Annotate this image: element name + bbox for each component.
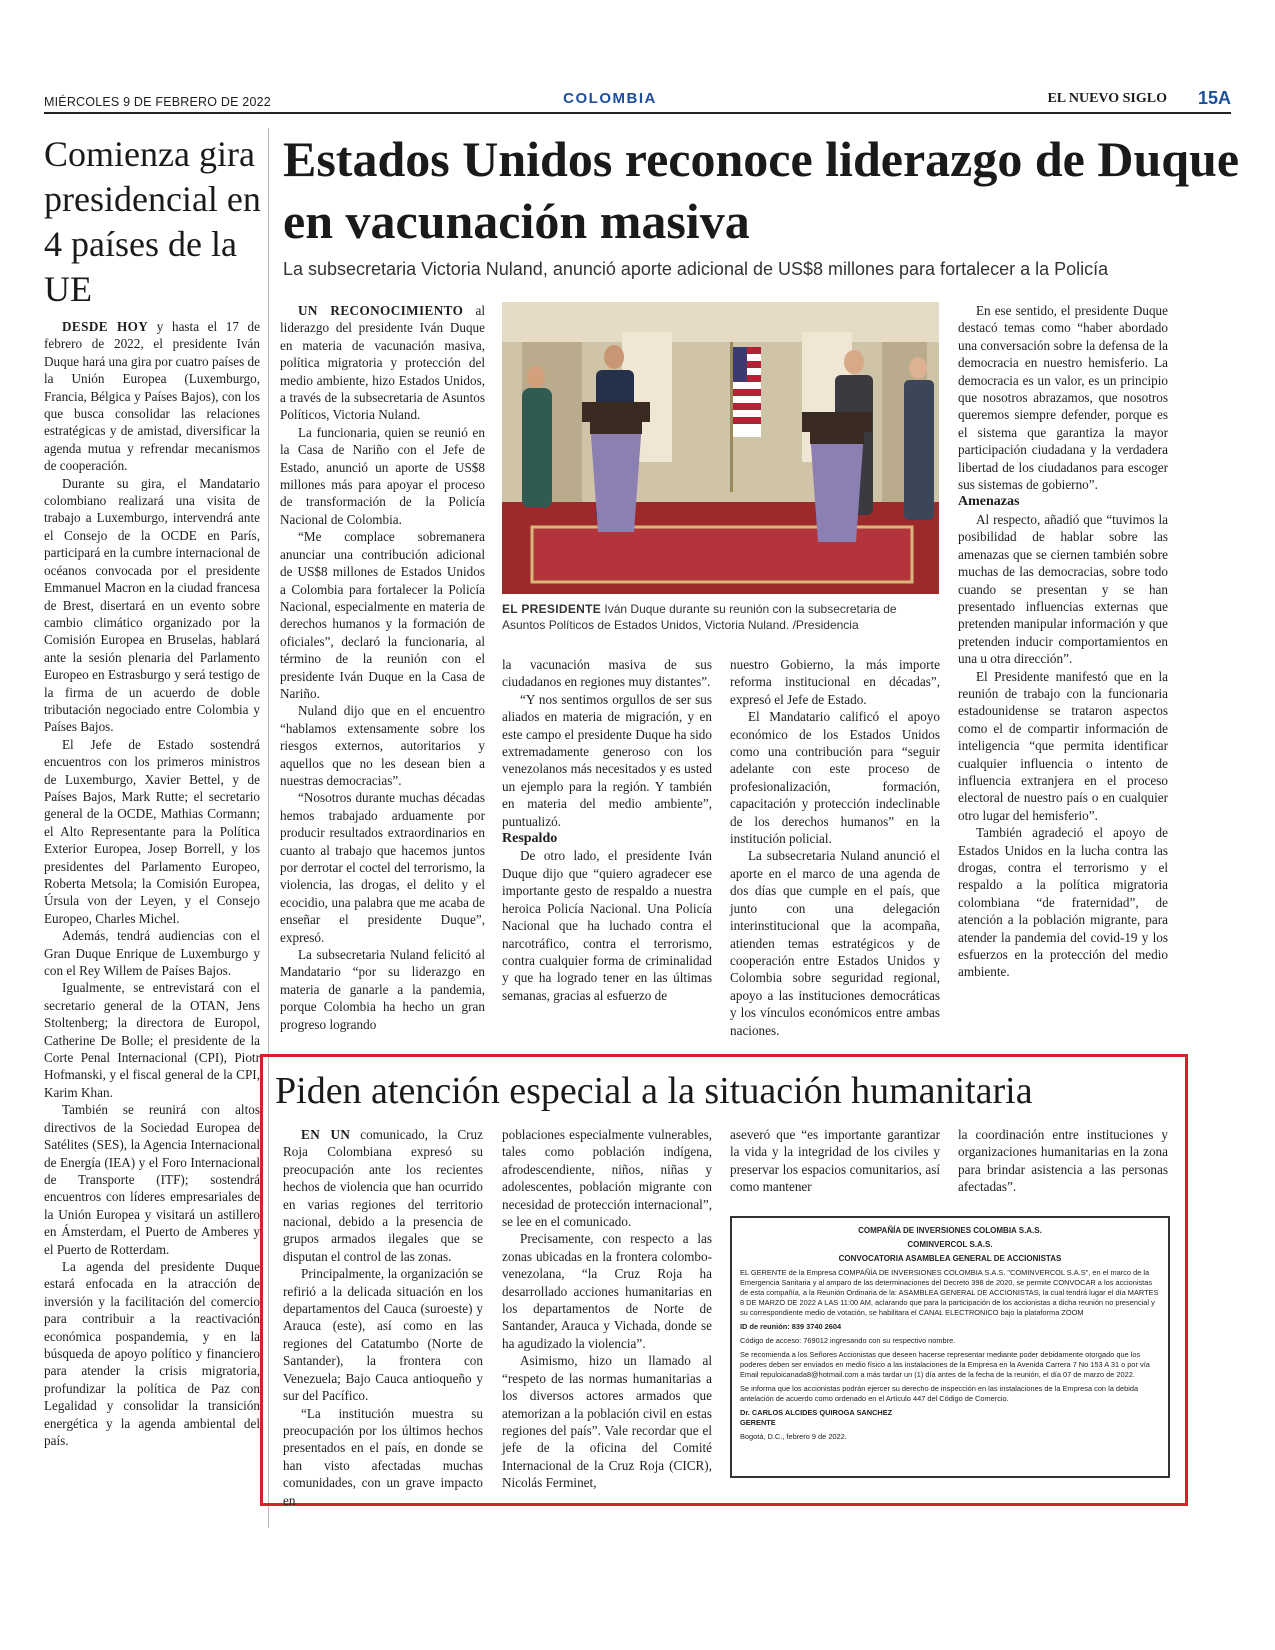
- newspaper-name: EL NUEVO SIGLO: [1047, 91, 1167, 106]
- main-story-column-2: [502, 656, 712, 1004]
- shareholder-meeting-notice: [730, 1216, 1170, 1478]
- paragraph: También se reunirá con altos directivos de la Sociedad Europea de Satélites (SES), la Agencia Internacional de Energía (IEA) y el Foro Internacional de Transporte (ITF); sostendrá encuentros con líderes empresariales de la Unión Europea y visitará un astillero en Ámsterdam, el Puerto de Amberes y el Puerto de Rotterdam.: [44, 1102, 260, 1257]
- notice-signer-title: GERENTE: [740, 1418, 776, 1427]
- press-conference-photo: [502, 302, 939, 594]
- paragraph: Además, tendrá audiencias con el Gran Duque Enrique de Luxemburgo y con el Rey Willem de Países Bajos.: [44, 928, 260, 979]
- paragraph: “Y nos sentimos orgullos de ser sus aliados en materia de migración, y en este campo el presidente Duque ha sido extremadamente generoso con los venezolanos más necesitados y es usted un ejemplo para la región. Y también en materia del medio ambiente”, puntualizó.: [502, 691, 712, 829]
- paragraph: La subsecretaria Nuland felicitó al Mandatario “por su liderazgo en materia de ganarle a la pandemia, porque Colombia ha hecho un gran progreso logrando: [280, 947, 485, 1032]
- main-headline: Estados Unidos reconoce liderazgo de Duque en vacunación masiva: [283, 131, 1240, 249]
- edition-date: MIÉRCOLES 9 DE FEBRERO DE 2022: [44, 95, 271, 109]
- paragraph: De otro lado, el presidente Iván Duque dijo que “quiero agradecer ese importante gesto de respaldo a nuestra heroica Policía Nacional. Una Policía Nacional que ha luchado contra el narcotráfico, contra el terrorismo, contra cualquier forma de criminalidad y que ha logrado tener en las últimas semanas, gracias al esfuerzo de: [502, 848, 712, 1003]
- section-name: COLOMBIA: [563, 90, 657, 107]
- notice-title: CONVOCATORIA ASAMBLEA GENERAL DE ACCIONISTAS: [838, 1254, 1062, 1263]
- boxed-story-column-3: [730, 1126, 940, 1196]
- boxed-story-headline: Piden atención especial a la situación humanitaria: [275, 1070, 1033, 1112]
- paragraph: Asimismo, hizo un llamado al “respeto de las normas humanitarias a los diversos actores armados que atemorizan a la población civil en estas regiones del país”. Vale recordar que el jefe de la oficina del Comité Internacional de la Cruz Roja (CICR), Nicolás Ferminet,: [502, 1353, 712, 1491]
- paragraph: El Jefe de Estado sostendrá encuentros con los primeros ministros de Luxemburgo, Xavier Bettel, y de Países Bajos, Mark Rutte; el secretario general de la OCDE, Mathias Cormann; el Alto Representante para la Política Exterior Europea, Josep Borrell, y los presidentes del Parlamento Europeo, Roberta Metsola; la Comisión Europea, Úrsula von der Leyen, y el Consejo Europeo, Charles Michel.: [44, 736, 260, 926]
- paragraph: Nuland dijo que en el encuentro “hablamos extensamente sobre los riesgos externos, autoritarios y aquellos que no les desean bien a nuestras democracias”.: [280, 703, 485, 788]
- paragraph: DESDE HOY y hasta el 17 de febrero de 2022, el presidente Iván Duque hará una gira por cuatro países de la Unión Europea (Luxemburgo, Francia, Bélgica y Países Bajos), con los que busca consolidar las relaciones estratégicas y de amistad, diversificar la agenda mutua y refrendar mecanismos de cooperación.: [44, 319, 260, 474]
- notice-signer: Dr. CARLOS ALCIDES QUIROGA SANCHEZ: [740, 1408, 893, 1417]
- paragraph: “Nosotros durante muchas décadas hemos trabajado arduamente por producir resultados extraordinarios en cuanto al trabajo que hacemos juntos por derrotar el coctel del terrorismo, la violencia, las drogas, el delito y el ecocidio, una palabra que me acaba de enseñar el presidente Duque”, expresó.: [280, 790, 485, 945]
- boxed-story-column-4: [958, 1126, 1168, 1196]
- main-story-column-4: [958, 302, 1168, 981]
- photo-caption: EL PRESIDENTE Iván Duque durante su reunión con la subsecretaria de Asuntos Políticos de Estados Unidos, Victoria Nuland. /Presidencia: [502, 602, 897, 632]
- lead-in: EN UN: [301, 1127, 351, 1142]
- paragraph: la vacunación masiva de sus ciudadanos en regiones muy distantes”.: [502, 657, 712, 690]
- paragraph: aseveró que “es importante garantizar la vida y la integridad de los civiles y preservar los espacios comunitarios, así como mantener: [730, 1127, 940, 1195]
- subhead-respaldo: Respaldo: [502, 831, 558, 847]
- boxed-story-column-2: [502, 1126, 712, 1492]
- paragraph: Igualmente, se entrevistará con el secretario general de la OTAN, Jens Stoltenberg; la directora de Europol, Catherine De Bolle; el presidente de la Corte Penal Internacional (CPI), Piotr Hofmanski, y el fiscal general de la CPI, Karim Khan.: [44, 980, 260, 1100]
- paragraph: nuestro Gobierno, la más importe reforma institucional en décadas”, expresó el Jefe de Estado.: [730, 657, 940, 707]
- notice-company-short: COMINVERCOL S.A.S.: [907, 1240, 993, 1249]
- subhead-amenazas: Amenazas: [958, 494, 1020, 510]
- paragraph: La funcionaria, quien se reunió en la Casa de Nariño con el Jefe de Estado, anunció un aporte de US$8 millones más para apoyar el proceso de transformación de la Policía Nacional de Colombia.: [280, 424, 485, 527]
- side-story-headline: Comienza gira presidencial en 4 países de la UE: [44, 134, 261, 309]
- main-story-column-1: [280, 302, 485, 1033]
- boxed-story-column-1: [283, 1126, 483, 1509]
- notice-body: EL GERENTE de la Empresa COMPAÑÍA DE INVERSIONES COLOMBIA S.A.S. "COMINVERCOL S.A.S", en el marco de la Emergencia Sanitaria y al amparo de las determinaciones del Decreto 398 de 2020, se permite CONVOCAR a los accionistas de esta compañía, a la Reunión Ordinaria de la: ASAMBLEA GENERAL DE ACCIONISTAS, la cual tendrá lugar el día MARTES 8 DE MARZO DE 2022 A LAS 11:00 AM, aclarando que para la participación de los accionistas a dicha reunión no presencial y su correspondiente medio de votación, se habilitara el CANAL ELECTRONICO bajo la plataforma ZOOM: [740, 1268, 1159, 1317]
- photo-illustration: [502, 302, 939, 594]
- lead-in: UN RECONOCIMIENTO: [298, 303, 464, 318]
- paragraph: “Me complace sobremanera anunciar una contribución adicional de US$8 millones de Estados Unidos a Colombia para fortalecer la Policía Nacional, especialmente en materia de derechos humanos y la formación de oficiales”, declaró la funcionaria, al término de la reunión con el presidente Iván Duque en la Casa de Nariño.: [280, 529, 485, 701]
- notice-access-code: Código de acceso: 769012 ingresando con su respectivo nombre.: [740, 1336, 956, 1345]
- notice-inspection-info: Se informa que los accionistas podrán ejercer su derecho de inspección en las instalaciones de la Empresa con la debida antelación de acuerdo como ordenado en el Artículo 447 del Código de Comercio.: [740, 1384, 1139, 1403]
- paragraph: La subsecretaria Nuland anunció el aporte en el marco de una agenda de dos días que cumple en el país, que junto con una delegación interinstitucional que la acompaña, atienden temas estratégicos y de cooperación entre Estados Unidos y Colombia sobre seguridad regional, apoyo a las instituciones democráticas y los vínculos económicos entre ambas naciones.: [730, 848, 940, 1038]
- caption-lead: EL PRESIDENTE: [502, 602, 602, 616]
- notice-company-name: COMPAÑÍA DE INVERSIONES COLOMBIA S.A.S.: [858, 1226, 1042, 1235]
- main-story-column-3: [730, 656, 940, 1039]
- paragraph: Precisamente, con respecto a las zonas ubicadas en la frontera colombo-venezolana, “la Cruz Roja ha desarrollado acciones humanitarias en los departamentos de Norte de Santander, Arauca y Vichada, donde se ha agudizado la violencia”.: [502, 1231, 712, 1351]
- main-deck: La subsecretaria Victoria Nuland, anunció aporte adicional de US$8 millones para fortalecer a la Policía: [283, 259, 1109, 279]
- header-rule: [44, 112, 1231, 114]
- paragraph: la coordinación entre instituciones y organizaciones humanitarias en la zona para brindar asistencia a las personas afectadas”.: [958, 1127, 1168, 1195]
- paragraph: El Mandatario calificó el apoyo económico de los Estados Unidos como una contribución para “seguir adelante con este proceso de profesionalización, formación, capacitación y protección indeclinable de los derechos humanos” en la institución policial.: [730, 709, 940, 847]
- notice-proxy-info: Se recomienda a los Señores Accionistas que deseen hacerse representar mediante poder debidamente otorgado que los poderes deben ser enviados en medio físico a las instalaciones de la Empresa en la Avenida Carrera 7 No 153 A 31 o por vía Email repuloicanada8@hotmail.com a más tardar un (1) día antes de la fecha de la reunión, el día 07 de marzo de 2022.: [740, 1350, 1150, 1379]
- paragraph: UN RECONOCIMIENTO al liderazgo del presidente Iván Duque en materia de vacunación masiva, política migratoria y protección del medio ambiente, hizo Estados Unidos, a través de la subsecretaria de Asuntos Políticos, Victoria Nuland.: [280, 303, 485, 423]
- paragraph: “La institución muestra su preocupación por los últimos hechos presentados en el país, en donde se han visto afectadas muchas comunidades, con un grave impacto en: [283, 1405, 483, 1508]
- paragraph: Principalmente, la organización se refirió a la delicada situación en los departamentos del Cauca (suroeste) y Arauca (este), así como en las regiones del Catatumbo (Norte de Santander), la frontera con Venezuela; Bajo Cauca antioqueño y sur del Pacífico.: [283, 1266, 483, 1404]
- paragraph: En ese sentido, el presidente Duque destacó temas como “haber abordado una conversación sobre la defensa de la democracia en nuestro hemisferio. La democracia es un valor, es un principio que nosotros abrazamos, que nosotros queremos siempre defender, porque es el sistema que garantiza la mayor participación ciudadana y la verdadera libertad de los ciudadanos para escoger sus sistemas de gobierno”.: [958, 303, 1168, 493]
- page-number: 15A: [1197, 88, 1231, 108]
- side-story-body: [44, 318, 260, 1449]
- paragraph: Al respecto, añadió que “tuvimos la posibilidad de hablar sobre las amenazas que se ciernen también sobre muchas de las democracias, sobre todo cuando se presentan y se han presentado influencias externas que pretenden manipular información y que pretenden inducir comportamientos en una u otra dirección”.: [958, 511, 1168, 667]
- lead-in: DESDE HOY: [62, 319, 149, 334]
- paragraph: poblaciones especialmente vulnerables, tales como población indígena, afrodescendiente, niños, niñas y adolescentes, población migrante con necesidad de protección internacional”, se lee en el comunicado.: [502, 1127, 712, 1230]
- paragraph: La agenda del presidente Duque estará enfocada en la atracción de inversión y la facilitación del comercio para contribuir a la reactivación económica pospandemia, y en la búsqueda de apoyo político y financiero para atender la crisis migratoria, profundizar la política de Paz con Legalidad y consolidar la transición energética y la agenda ambiental del país.: [44, 1258, 260, 1448]
- paragraph: Durante su gira, el Mandatario colombiano realizará una visita de trabajo a Luxemburgo, intervendrá ante el Consejo de la OCDE en París, participará en la cumbre internacional de océanos convocada por el presidente Emmanuel Macron en la ciudad francesa de Brest, disertará en un evento sobre cambio climático organizado por la Comisión Europea en Bruselas, hablará ante la sesión plenaria del Parlamento Europeo en Estrasburgo y será testigo de la firma de un acuerdo de doble tributación negociado entre Colombia y Países Bajos.: [44, 475, 260, 735]
- paragraph: EN UN comunicado, la Cruz Roja Colombiana expresó su preocupación ante los recientes hechos de violencia que han ocurrido en varias regiones del territorio nacional, debido a la presencia de grupos armados ilegales que se disputan el control de las zonas.: [283, 1127, 483, 1264]
- paragraph: También agradeció el apoyo de Estados Unidos en la lucha contra las drogas, contra el terrorismo y el respaldo a la política migratoria colombiana “de fraternidad”, de atención a la población migrante, para atender la pandemia del covid-19 y los esfuerzos en la protección del medio ambiente.: [958, 825, 1168, 980]
- notice-place-date: Bogotá, D.C., febrero 9 de 2022.: [740, 1432, 847, 1441]
- notice-meeting-id: ID de reunión: 839 3740 2604: [740, 1322, 842, 1331]
- paragraph: El Presidente manifestó que en la reunión de trabajo con la funcionaria estadounidense se trataron aspectos como el de compartir información de inteligencia “que permita identificar cualquier influencia o intento de influencia extranjera en el proceso electoral de nuestro país o en cualquier otro lugar del hemisferio”.: [958, 668, 1168, 823]
